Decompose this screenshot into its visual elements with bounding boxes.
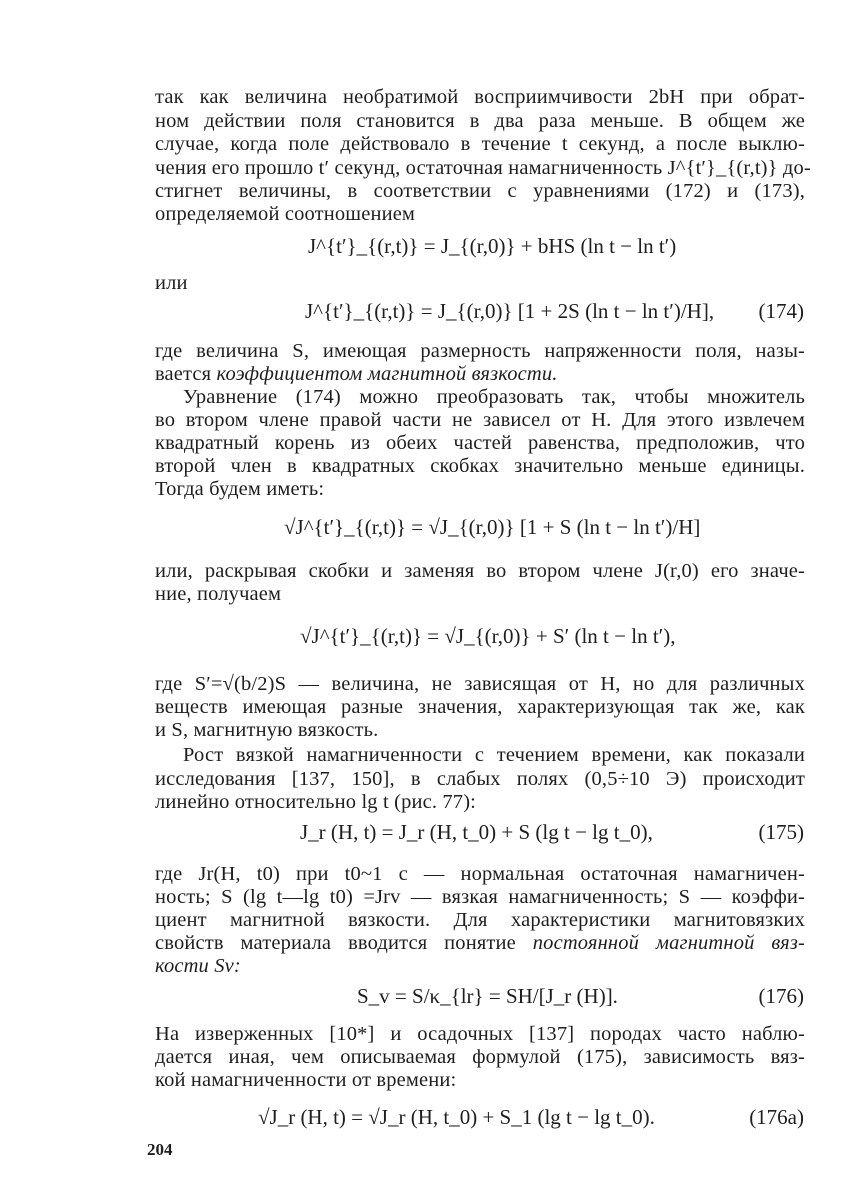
- text-line: определяемой соотношением: [155, 203, 416, 225]
- text-line: кой намагниченности от времени:: [155, 1069, 457, 1091]
- text-line: где S′=√(b/2)S — величина, не зависящая от H, но для различных: [155, 673, 805, 695]
- text-line: случае, когда поле действовало в течение t секунд, а после выклю-: [155, 133, 805, 155]
- text-line: [155, 932, 805, 954]
- text-line: [155, 363, 558, 385]
- text-line: кости Sv:: [155, 955, 241, 977]
- text-line: так как величина необратимой восприимчивости 2bH при обрат-: [155, 86, 805, 108]
- text-fragment: вается: [155, 363, 217, 385]
- text-line: и S, магнитную вязкость.: [155, 719, 379, 741]
- equation-number: (176a): [749, 1105, 804, 1129]
- equation: √J_r (H, t) = √J_r (H, t_0) + S_1 (lg t − lg t_0).: [258, 1105, 655, 1129]
- equation: J^{t′}_{(r,t)} = J_{(r,0)} [1 + 2S (ln t − ln t′)/H],: [305, 299, 715, 323]
- text-line: Рост вязкой намагниченности с течением времени, как показали: [183, 744, 805, 766]
- text-line: во втором члене правой части не зависел от H. Для этого извлечем: [155, 409, 805, 431]
- equation: √J^{t′}_{(r,t)} = √J_{(r,0)} [1 + S (ln t − ln t′)/H]: [284, 515, 701, 539]
- text-line: Уравнение (174) можно преобразовать так, чтобы множитель: [183, 386, 805, 408]
- text-line: дается иная, чем описываемая формулой (175), зависимость вяз-: [155, 1046, 805, 1068]
- text-line: где величина S, имеющая размерность напряженности поля, назы-: [155, 340, 805, 362]
- text-line: циент магнитной вязкости. Для характеристики магнитовязких: [155, 909, 805, 931]
- equation-number: (174): [758, 299, 804, 323]
- page-number: 204: [147, 1140, 173, 1159]
- text-line: ном действии поля становится в два раза меньше. В общем же: [155, 110, 805, 132]
- text-line: линейно относительно lg t (рис. 77):: [155, 791, 477, 813]
- text-line: На изверженных [10*] и осадочных [137] породах часто наблю-: [155, 1023, 805, 1045]
- text-line: ность; S (lg t—lg t0) =Jrv — вязкая намагниченность; S — коэффи-: [155, 886, 805, 908]
- italic-term: постоянной магнитной вяз-: [532, 932, 805, 954]
- text-line: или: [155, 272, 188, 294]
- italic-term: коэффициентом магнитной вязкости.: [216, 363, 558, 385]
- text-line: ние, получаем: [155, 583, 282, 605]
- text-line: квадратный корень из обеих частей равенства, предположив, что: [155, 432, 805, 454]
- equation-number: (175): [758, 820, 804, 844]
- equation: √J^{t′}_{(r,t)} = √J_{(r,0)} + S′ (ln t − ln t′),: [300, 624, 676, 648]
- text-line: где Jr(H, t0) при t0~1 с — нормальная остаточная намагничен-: [155, 863, 805, 885]
- equation: J^{t′}_{(r,t)} = J_{(r,0)} + bHS (ln t − ln t′): [308, 234, 677, 258]
- text-line: или, раскрывая скобки и заменяя во втором члене J(r,0) его значе-: [155, 560, 805, 582]
- text-fragment: свойств материала вводится понятие: [155, 932, 533, 954]
- text-line: чения его прошло t′ секунд, остаточная намагниченность J^{t′}_{(r,t)} до-: [155, 157, 811, 179]
- text-line: Тогда будем иметь:: [155, 478, 325, 500]
- text-line: веществ имеющая разные значения, характеризующая так же, как: [155, 696, 805, 718]
- equation: J_r (H, t) = J_r (H, t_0) + S (lg t − lg t_0),: [300, 820, 653, 844]
- text-line: стигнет величины, в соответствии с уравнениями (172) и (173),: [155, 180, 805, 202]
- equation-number: (176): [758, 984, 804, 1008]
- equation: S_v = S/κ_{lr} = SH/[J_r (H)].: [357, 984, 618, 1008]
- text-line: исследования [137, 150], в слабых полях (0,5÷10 Э) происходит: [155, 768, 805, 790]
- text-line: второй член в квадратных скобках значительно меньше единицы.: [155, 455, 805, 477]
